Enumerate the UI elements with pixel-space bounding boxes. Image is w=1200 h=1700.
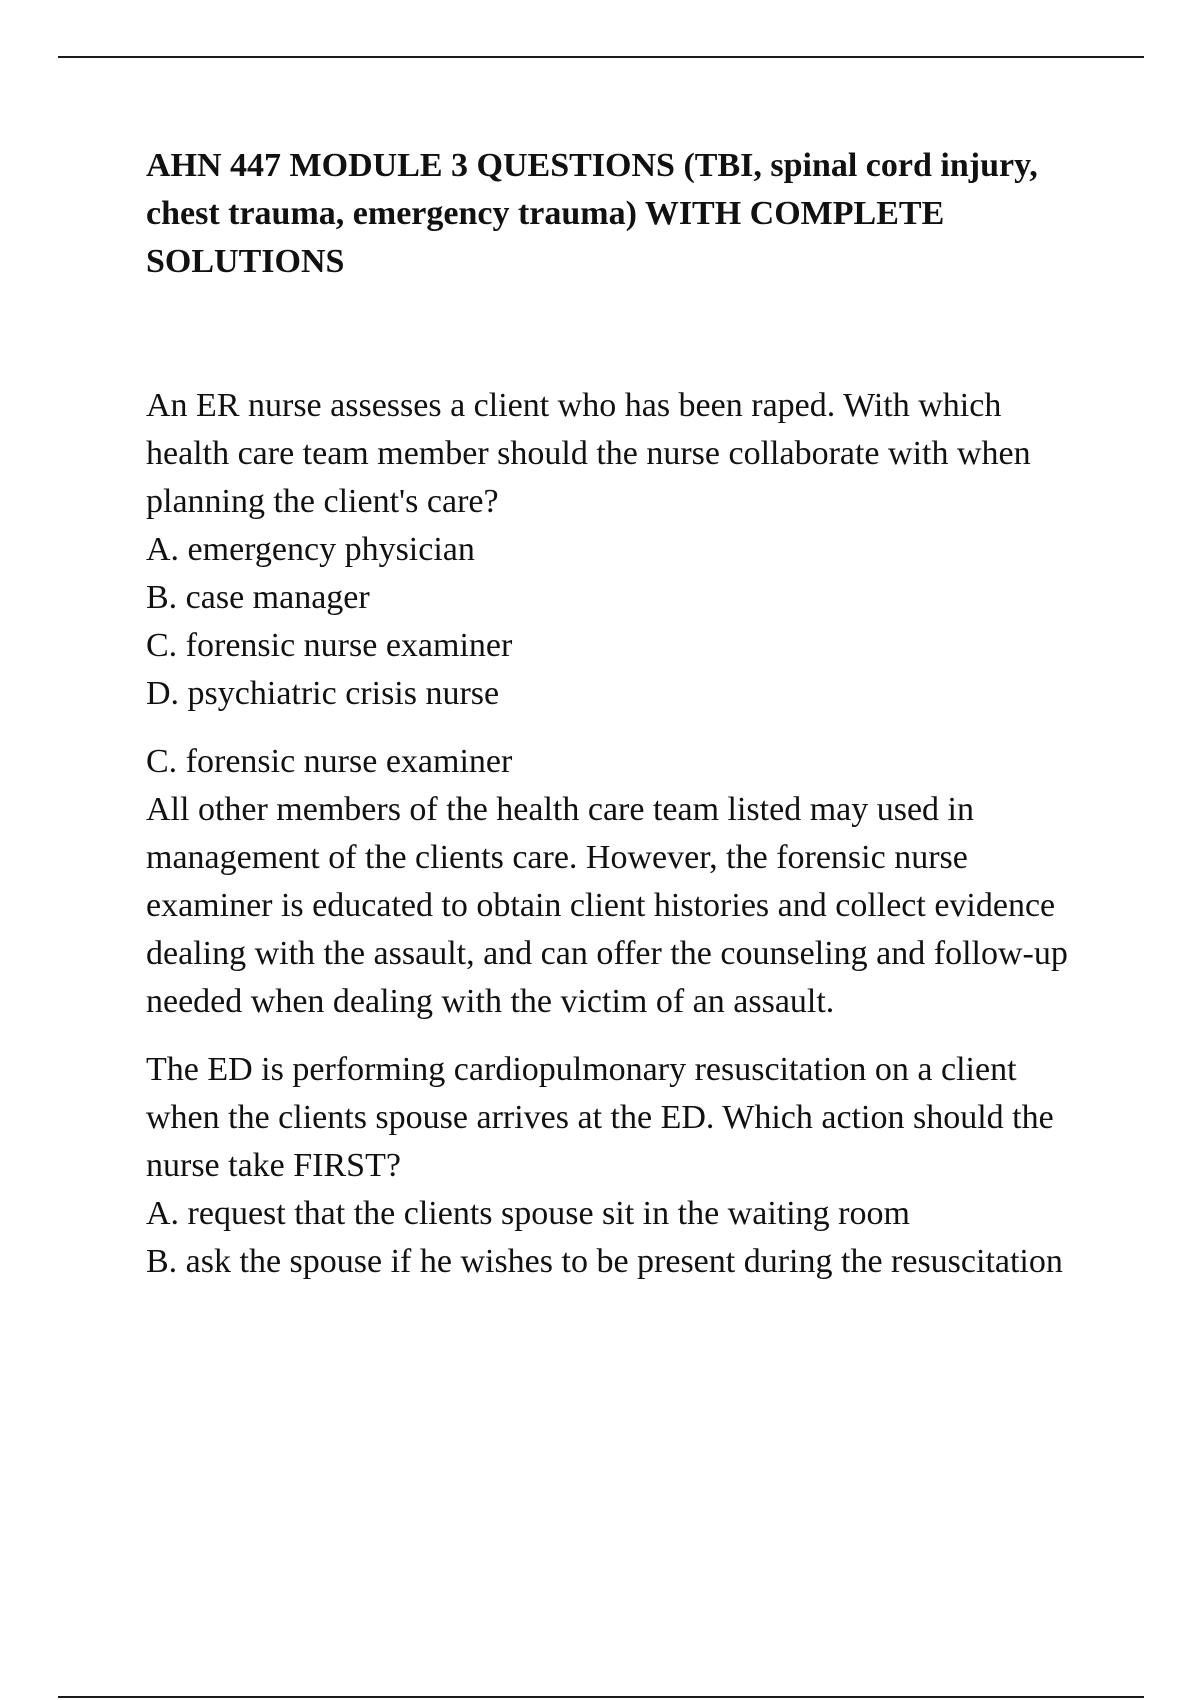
document-body (146, 142, 1086, 1286)
question-block-1 (146, 382, 1086, 1026)
option-a: A. emergency physician (146, 531, 475, 568)
option-a: A. request that the clients spouse sit in the waiting room (146, 1195, 910, 1232)
document-title: AHN 447 MODULE 3 QUESTIONS (TBI, spinal cord injury, chest trauma, emergency trauma) WITH COMPLETE SOLUTIONS (146, 147, 1038, 280)
option-c: C. forensic nurse examiner (146, 627, 513, 664)
footer-rule (58, 1696, 1144, 1698)
question-text: An ER nurse assesses a client who has been raped. With which health care team member should the nurse collaborate with when planning the client's care? (146, 387, 1031, 520)
answer-text: C. forensic nurse examiner (146, 743, 513, 780)
option-b: B. ask the spouse if he wishes to be present during the resuscitation (146, 1243, 1063, 1280)
answer-block (146, 738, 1086, 1026)
option-d: D. psychiatric crisis nurse (146, 675, 500, 712)
option-b: B. case manager (146, 579, 370, 616)
header-rule (58, 56, 1144, 58)
rationale-text: All other members of the health care team listed may used in management of the clients care. However, the forensic nurse examiner is educated to obtain client histories and collect evidence dealing with the assault, and can offer the counseling and follow-up needed when dealing with the victim of an assault. (146, 791, 1068, 1020)
question-block-2 (146, 1046, 1086, 1286)
question-text: The ED is performing cardiopulmonary resuscitation on a client when the clients spouse arrives at the ED. Which action should the nurse take FIRST? (146, 1051, 1054, 1184)
